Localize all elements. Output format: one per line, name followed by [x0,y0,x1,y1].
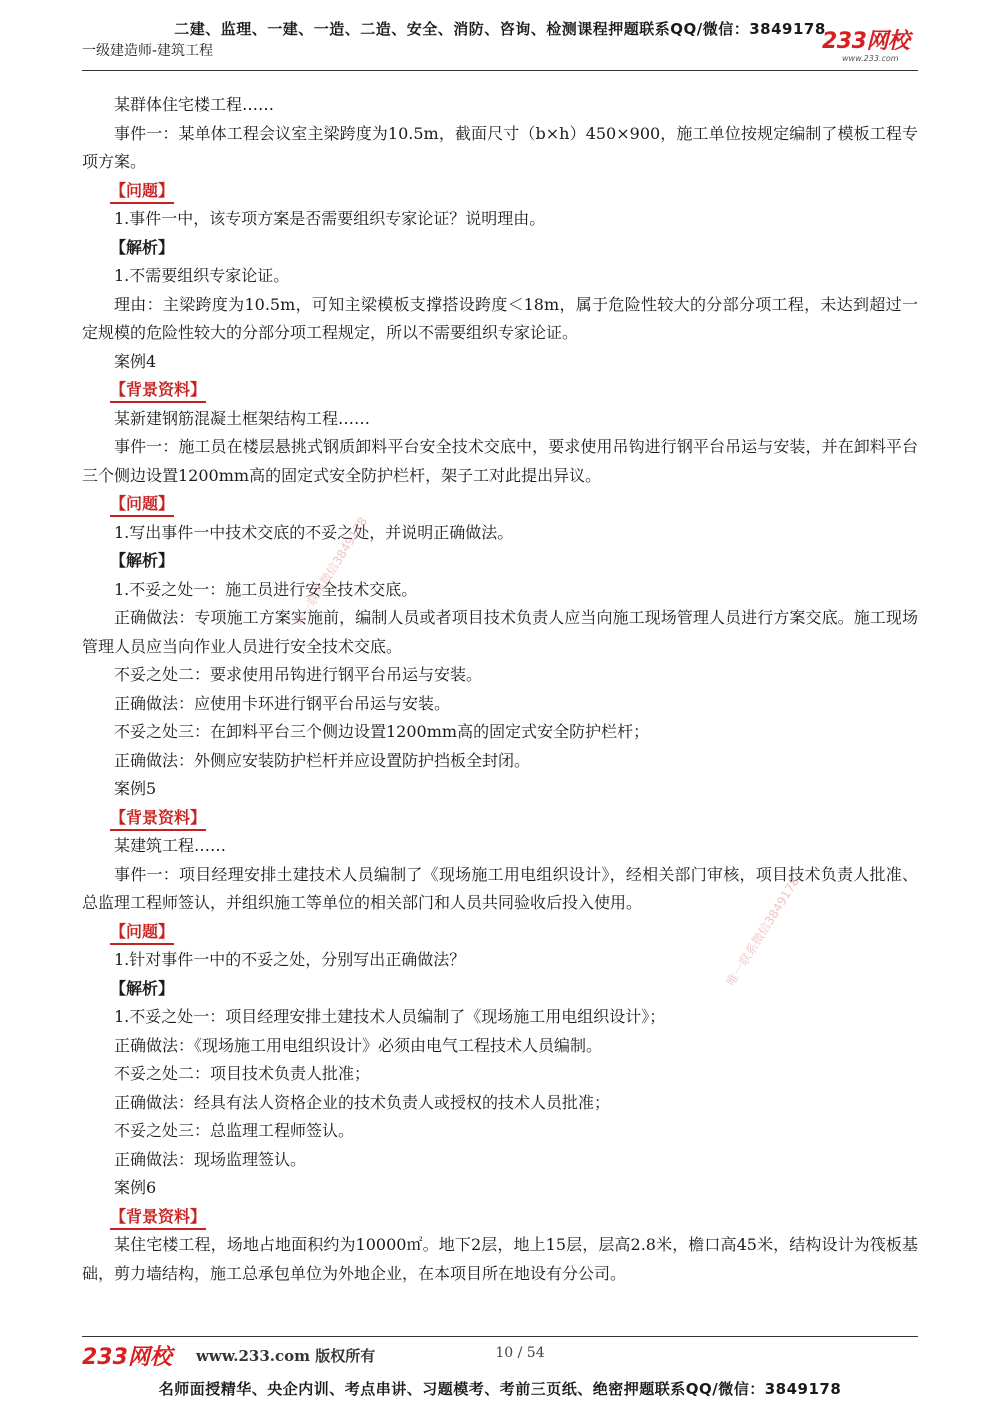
analysis-label-row [82,547,918,576]
watermark: 唯一联系微信3849178 [723,874,803,989]
paragraph: 不妥之处三：总监理工程师签认。 [114,1121,355,1140]
document-subtitle: 一级建造师-建筑工程 [82,43,214,59]
paragraph: 正确做法：应使用卡环进行钢平台吊运与安装。 [114,693,451,713]
logo-url: www.233.com [842,54,899,63]
paragraph: 1.事件一中，该专项方案是否需要组织专家论证？说明理由。 [114,209,546,228]
section-label-row [82,804,918,833]
paragraph: 某新建钢筋混凝土框架结构工程…… [114,408,371,428]
section-label: 【背景资料】 [110,379,206,403]
paragraph: 1.不妥之处一：施工员进行安全技术交底。 [114,579,418,599]
analysis-label: 【解析】 [110,551,175,570]
site-logo[interactable] [822,30,922,64]
paragraph: 不妥之处三：在卸料平台三个侧边设置1200mm高的固定式安全防护栏杆； [114,722,650,741]
paragraph: 正确做法：经具有法人资格企业的技术负责人或授权的技术人员批准； [114,1092,611,1112]
page-number: 10 / 54 [495,1345,545,1361]
paragraph: 不妥之处二：要求使用吊钩进行钢平台吊运与安装。 [114,665,483,684]
paragraph: 正确做法：外侧应安装防护栏杆并应设置防护挡板全封闭。 [114,750,531,770]
paragraph: 事件一：施工员在楼层悬挑式钢质卸料平台安全技术交底中，要求使用吊钩进行钢平台吊运与安装，并在卸料平台三个侧边设置1200mm高的固定式安全防护栏杆，架子工对此提出异议。 [82,437,918,485]
paragraph: 某群体住宅楼工程…… [114,95,275,114]
paragraph: 正确做法：《现场施工用电组织设计》必须由电气工程技术人员编制。 [114,1035,603,1055]
section-label-row [82,1203,918,1232]
section-label: 【问题】 [110,493,174,517]
section-label-row [82,177,918,206]
footer-banner: 名师面授精华、央企内训、考点串讲、习题模考、考前三页纸、绝密押题联系QQ/微信：3849178 [158,1380,842,1398]
section-label: 【背景资料】 [110,807,206,831]
paragraph: 1.针对事件一中的不妥之处，分别写出正确做法？ [114,950,466,969]
section-label: 【问题】 [110,921,174,945]
paragraph: 案例4 [114,351,157,371]
paragraph: 不妥之处二：项目技术负责人批准； [114,1064,371,1083]
header-divider [82,70,918,71]
analysis-label-row [82,975,918,1004]
paragraph: 1.不妥之处一：项目经理安排土建技术人员编制了《现场施工用电组织设计》； [114,1007,666,1026]
paragraph: 正确做法：现场监理签认。 [114,1149,307,1169]
paragraph: 理由：主梁跨度为10.5m，可知主梁模板支撑搭设跨度＜18m，属于危险性较大的分部分项工程，未达到超过一定规模的危险性较大的分部分项工程规定，所以不需要组织专家论证。 [82,294,918,342]
paragraph: 案例5 [114,779,157,798]
paragraph: 正确做法：专项施工方案实施前，编制人员或者项目技术负责人应当向施工现场管理人员进行方案交底。施工现场管理人员应当向作业人员进行安全技术交底。 [82,608,918,656]
paragraph: 某住宅楼工程，场地占地面积约为10000㎡。地下2层，地上15层，层高2.8米，檐口高45米，结构设计为筏板基础，剪力墙结构，施工总承包单位为外地企业，在本项目所在地设有分公司。 [82,1235,918,1283]
paragraph: 案例6 [114,1178,157,1197]
paragraph: 1.不需要组织专家论证。 [114,266,290,285]
analysis-label: 【解析】 [110,237,175,257]
header-banner: 二建、监理、一建、一造、二造、安全、消防、咨询、检测课程押题联系QQ/微信：3849178 [174,20,826,38]
section-label-row [82,376,918,405]
paragraph: 事件一：某单体工程会议室主梁跨度为10.5m，截面尺寸（b×h）450×900，施工单位按规定编制了模板工程专项方案。 [82,123,918,171]
section-label-row [82,918,918,947]
paragraph: 某建筑工程…… [114,836,227,855]
logo-text: 233网校 [822,29,910,54]
analysis-label: 【解析】 [110,978,175,998]
document-body [82,91,918,1288]
section-label: 【背景资料】 [110,1206,206,1230]
section-label-row [82,490,918,519]
copyright-text: www.233.com 版权所有 [196,1347,376,1365]
footer-divider [82,1336,918,1337]
watermark: 唯一联系微信3849178 [291,514,371,629]
paragraph: 1.写出事件一中技术交底的不妥之处，并说明正确做法。 [114,522,514,542]
footer-logo[interactable]: 233网校 [82,1345,172,1370]
paragraph: 事件一：项目经理安排土建技术人员编制了《现场施工用电组织设计》，经相关部门审核，项目技术负责人批准、总监理工程师签认，并组织施工等单位的相关部门和人员共同验收后投入使用。 [82,864,918,912]
analysis-label-row [82,234,918,263]
section-label: 【问题】 [110,180,174,204]
